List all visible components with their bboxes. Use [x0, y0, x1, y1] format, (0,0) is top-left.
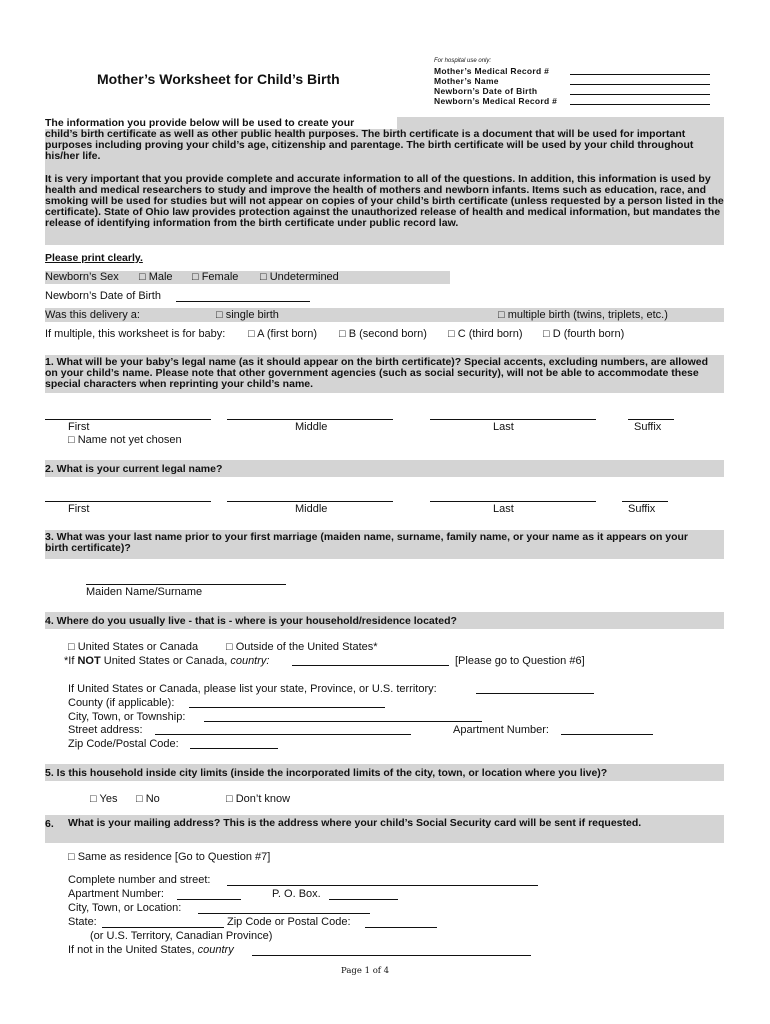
q4-street-field[interactable] [155, 734, 411, 735]
q1-question: 1. What will be your baby’s legal name (as it should appear on the birth certificate)? Special accents, excluding numbers, are allowed on your child’s name. Please note that other government agencies (such as social security), will not be able to accommodate these special characters when reprinting your child’s name. [45, 356, 709, 390]
q4-if-not-bold: NOT [77, 655, 101, 667]
q1-last-name-field[interactable] [430, 419, 596, 420]
q4-street-label: Street address: [68, 724, 143, 736]
hospital-use-header: For hospital use only: [434, 58, 492, 64]
q1-first-name-field[interactable] [45, 419, 211, 420]
q1-middle-caption: Middle [295, 421, 328, 433]
hospital-field-newborn-dob-line[interactable] [570, 94, 710, 95]
q6-street-label: Complete number and street: [68, 874, 211, 886]
q2-first-name-field[interactable] [45, 501, 211, 502]
q4-apt-field[interactable] [561, 734, 653, 735]
q2-last-caption: Last [493, 503, 514, 515]
q6-question: What is your mailing address? This is the address where your child’s Social Security card will be sent if requested. [68, 817, 642, 829]
delivery-multiple-option[interactable]: □ multiple birth (twins, triplets, etc.) [498, 309, 668, 321]
q4-if-not-line [64, 655, 269, 667]
q6-country-field[interactable] [252, 955, 531, 956]
q5-question: 5. Is this household inside city limits (inside the incorporated limits of the city, town, or location where you live)? [45, 767, 608, 779]
q2-middle-caption: Middle [295, 503, 328, 515]
baby-option-c[interactable]: □ C (third born) [448, 328, 523, 340]
q2-middle-name-field[interactable] [227, 501, 393, 502]
q6-apt-field[interactable] [177, 899, 241, 900]
q4-state-label: If United States or Canada, please list your state, Province, or U.S. territory: [68, 683, 437, 695]
q5-option-yes[interactable]: □ Yes [90, 793, 118, 805]
q2-suffix-caption: Suffix [628, 503, 656, 515]
q6-country-line [68, 944, 234, 956]
page-title: Mother’s Worksheet for Child’s Birth [97, 71, 340, 87]
q4-country-field[interactable] [292, 665, 449, 666]
q4-question: 4. Where do you usually live - that is - where is your household/residence located? [45, 615, 457, 627]
q4-if-not-prefix: *If [64, 655, 78, 667]
hospital-field-mother-name: Mother’s Name [434, 76, 499, 86]
q6-street-field[interactable] [227, 885, 538, 886]
q4-country-label: country: [230, 655, 270, 667]
q6-same-as-residence[interactable]: □ Same as residence [Go to Question #7] [68, 851, 271, 863]
sex-option-female[interactable]: □ Female [192, 271, 239, 283]
q6-city-label: City, Town, or Location: [68, 902, 182, 914]
q1-last-caption: Last [493, 421, 514, 433]
q6-state-label: State: [68, 916, 97, 928]
delivery-label: Was this delivery a: [45, 309, 140, 321]
q3-maiden-caption: Maiden Name/Surname [86, 586, 203, 598]
q4-county-label: County (if applicable): [68, 697, 175, 709]
hospital-field-mother-record-line[interactable] [570, 74, 710, 75]
q4-if-not-mid: United States or Canada, [100, 655, 231, 667]
q2-suffix-field[interactable] [622, 501, 668, 502]
q4-county-field[interactable] [189, 707, 385, 708]
q4-zip-field[interactable] [190, 748, 278, 749]
baby-option-d[interactable]: □ D (fourth born) [543, 328, 625, 340]
hospital-field-newborn-record: Newborn’s Medical Record # [434, 96, 558, 106]
hospital-field-mother-name-line[interactable] [570, 84, 710, 85]
page-number: Page 1 of 4 [341, 966, 390, 976]
q4-zip-label: Zip Code/Postal Code: [68, 738, 179, 750]
q2-last-name-field[interactable] [430, 501, 596, 502]
q4-city-field[interactable] [204, 721, 482, 722]
hospital-field-newborn-record-line[interactable] [570, 104, 710, 105]
q4-state-field[interactable] [476, 693, 594, 694]
q3-question: 3. What was your last name prior to your first marriage (maiden name, surname, family name, or your name as it appears on your birth certificate)? [45, 531, 689, 554]
print-clearly-note: Please print clearly. [45, 252, 143, 264]
q6-territory-note: (or U.S. Territory, Canadian Province) [90, 930, 273, 942]
q6-zip-field[interactable] [365, 927, 437, 928]
q6-state-field[interactable] [102, 927, 224, 928]
q6-country-label: country [197, 944, 234, 956]
newborn-dob-field[interactable] [176, 301, 310, 302]
q4-goto-note: [Please go to Question #6] [455, 655, 585, 667]
q6-pobox-label: P. O. Box. [272, 888, 321, 900]
sex-option-undetermined[interactable]: □ Undetermined [260, 271, 339, 283]
intro-paragraph-2: It is very important that you provide complete and accurate information to all of the questions. In addition, this information is used by health and medical researchers to study and improve the health of mothers and newborn infants. Items such as education, race, and smoking will be used for studies but will not appear on copies of your child’s birth certificate (unless requested by a person listed in the certificate). State of Ohio law provides protection against the unauthorized release of health and medical information, but mandates the release of identifying information from the birth certificate under public record law. [45, 173, 724, 229]
q4-option-us-canada[interactable]: □ United States or Canada [68, 641, 199, 653]
q2-first-caption: First [68, 503, 90, 515]
sex-option-male[interactable]: □ Male [139, 271, 173, 283]
q1-first-caption: First [68, 421, 90, 433]
baby-option-b[interactable]: □ B (second born) [339, 328, 427, 340]
q6-pobox-field[interactable] [329, 899, 398, 900]
q2-question: 2. What is your current legal name? [45, 463, 223, 475]
q4-apt-label: Apartment Number: [453, 724, 549, 736]
q1-middle-name-field[interactable] [227, 419, 393, 420]
newborn-sex-label: Newborn’s Sex [45, 271, 119, 283]
q5-option-no[interactable]: □ No [136, 793, 160, 805]
q1-suffix-field[interactable] [628, 419, 674, 420]
delivery-single-option[interactable]: □ single birth [216, 309, 279, 321]
q4-option-outside-us[interactable]: □ Outside of the United States* [226, 641, 378, 653]
q1-name-not-chosen[interactable]: □ Name not yet chosen [68, 434, 182, 446]
q6-city-field[interactable] [198, 913, 370, 914]
intro-paragraph-1-line-1: The information you provide below will be used to create your [45, 117, 355, 129]
baby-option-a[interactable]: □ A (first born) [248, 328, 317, 340]
q3-maiden-name-field[interactable] [86, 584, 286, 585]
intro-paragraph-1: child’s birth certificate as well as other public health purposes. The birth certificate is a document that will be used for important purposes including proving your child’s age, citizenship and parentage. The birth certificate will be used by your child throughout his/her life. [45, 128, 694, 162]
q5-option-dont-know[interactable]: □ Don’t know [226, 793, 291, 805]
q1-suffix-caption: Suffix [634, 421, 662, 433]
q4-city-label: City, Town, or Township: [68, 711, 186, 723]
q6-country-prefix: If not in the United States, [68, 944, 198, 956]
newborn-dob-label: Newborn’s Date of Birth [45, 290, 161, 302]
hospital-field-newborn-dob: Newborn’s Date of Birth [434, 86, 538, 96]
q6-number: 6. [45, 818, 54, 830]
hospital-field-mother-record: Mother’s Medical Record # [434, 66, 550, 76]
multiple-for-label: If multiple, this worksheet is for baby: [45, 328, 226, 340]
q6-apt-label: Apartment Number: [68, 888, 164, 900]
q6-zip-label: Zip Code or Postal Code: [227, 916, 351, 928]
